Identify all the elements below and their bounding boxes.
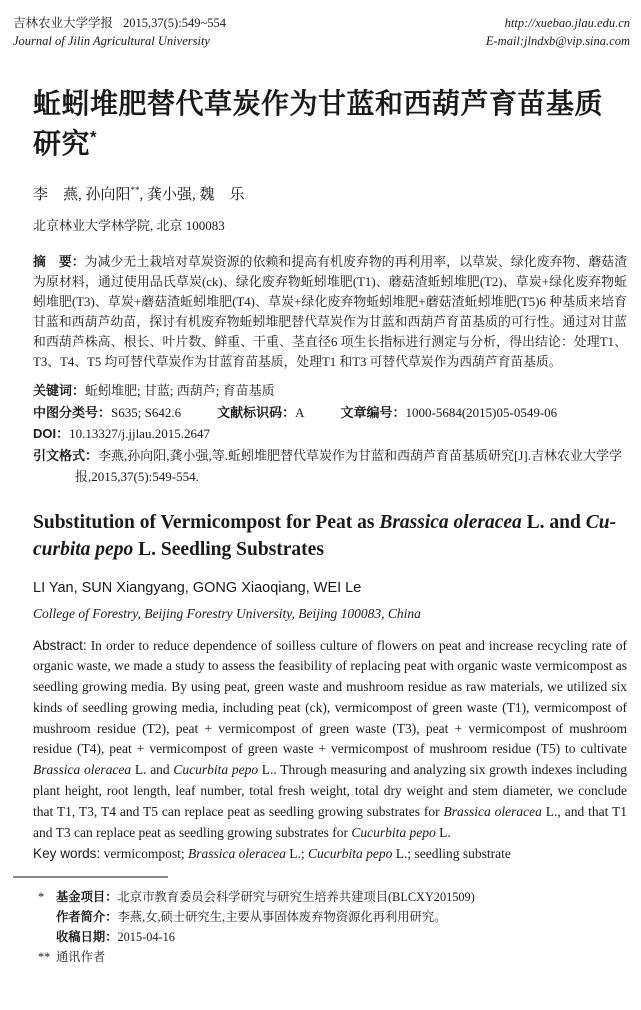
author-bio-note bbox=[56, 907, 627, 927]
abstract-en-seg: L. and bbox=[131, 762, 174, 778]
authors-cn-pre: 李 燕, 孙向阳 bbox=[33, 187, 131, 203]
title-en-latin-name: Brassica oleracea bbox=[379, 511, 522, 533]
keywords-en bbox=[33, 844, 627, 865]
authors-cn bbox=[33, 184, 627, 206]
fund-body bbox=[56, 887, 627, 947]
fund-line bbox=[56, 887, 627, 907]
clc-number: S635; S642.6 bbox=[111, 404, 182, 420]
abstract-label-cn: 摘 要： bbox=[33, 254, 85, 269]
title-en-latin-name: Cu- bbox=[585, 511, 617, 533]
corresponding-author-marker: ** bbox=[130, 185, 140, 195]
abstract-en-seg: L.. Through measuring and analyzing six growth indexes including plant height, root length, leaf number, total fresh weight, total dry weight and stem diameter, we conclude that T1, T3, T4 and T5 can replace peat as seedling growing substrates for bbox=[33, 762, 627, 819]
article-id: 1000-5684(2015)05-0549-06 bbox=[405, 404, 558, 420]
keywords-en-seg: vermicompost; bbox=[100, 846, 188, 862]
keywords-en-latin-name: Cucurbita pepo bbox=[307, 846, 393, 862]
citation-text: 李燕,孙向阳,龚小强,等.蚯蚓堆肥替代草炭作为甘蓝和西葫芦育苗基质研究[J].吉林农业大学学报,2015,37(5):549-554. bbox=[75, 447, 622, 484]
affiliation-cn: 北京林业大学林学院, 北京 100083 bbox=[33, 218, 225, 233]
corresponding-text: 通讯作者 bbox=[56, 950, 106, 964]
abstract-en-latin-name: Cucurbita pepo bbox=[173, 762, 259, 778]
citation-label: 引文格式： bbox=[33, 447, 99, 463]
abstract-en-latin-name: Brassica oleracea bbox=[33, 762, 132, 778]
author-bio-label: 作者简介： bbox=[56, 910, 118, 924]
corresponding-author-note bbox=[38, 947, 627, 967]
keywords-label-en: Key words: bbox=[33, 846, 101, 862]
title-en-seg: Substitution of Vermicompost for Peat as bbox=[33, 511, 380, 533]
citation-line bbox=[33, 445, 627, 488]
title-en-latin-name: curbita pepo bbox=[33, 539, 134, 560]
paper-title-cn bbox=[33, 84, 607, 164]
affiliation-en: College of Forestry, Beijing Forestry University, Beijing 100083, China bbox=[33, 605, 421, 621]
abstract-label-en: Abstract: bbox=[33, 637, 87, 653]
journal-name-cn: 吉林农业大学学报 bbox=[13, 16, 114, 30]
fund-text: 北京市教育委员会科学研究与研究生培养共建项目(BLCXY201509) bbox=[117, 890, 475, 904]
keywords-en-latin-name: Brassica oleracea bbox=[188, 846, 286, 862]
keywords-en-seg: L.; bbox=[285, 846, 308, 862]
classification-line bbox=[33, 402, 627, 424]
footnote-rows bbox=[0, 887, 641, 967]
author-bio-text: 李燕,女,硕士研究生,主要从事固体废弃物资源化再利用研究。 bbox=[117, 910, 447, 924]
abstract-en bbox=[33, 636, 627, 844]
doi-line bbox=[33, 423, 627, 445]
paper-title-en bbox=[33, 509, 627, 564]
abstract-en-latin-name: Cucurbita pepo bbox=[351, 824, 436, 840]
keywords-text-cn: 蚯蚓堆肥; 甘蓝; 西葫芦; 育苗基质 bbox=[85, 383, 275, 398]
corresponding-marker: ** bbox=[38, 950, 51, 964]
authors-en: LI Yan, SUN Xiangyang, GONG Xiaoqiang, WEI Le bbox=[33, 579, 362, 596]
journal-name-cn-line bbox=[13, 14, 226, 32]
fund-marker: * bbox=[38, 890, 45, 904]
abstract-text-cn: 为减少无土栽培对草炭资源的依赖和提高有机废弃物的再利用率，以草炭、绿化废弃物、蘑菇渣为原材料，通过使用品氏草炭(ck)、绿化废弃物蚯蚓堆肥(T1)、蘑菇渣蚯蚓堆肥(T2)、草炭+绿化废弃物蚯蚓堆肥(T3)、草炭+蘑菇渣蚯蚓堆肥(T4)、草炭+绿化废弃物蚯蚓堆肥+蘑菇渣蚯蚓堆肥(T5)6 种基质来培育甘蓝和西葫芦幼苗，探讨有机废弃物蚯蚓堆肥替代草炭作为甘蓝和西葫芦育苗基质的可行性。通过对甘蓝和西葫芦株高、根长、叶片数、鲜重、干重、茎直径6 项生长指标进行测定与分析，得出结论：处理T1、T3、T4、T5 均可替代草炭作为甘蓝育苗基质，处理T1 和T3 可替代草炭作为西葫芦育苗基质。 bbox=[33, 255, 628, 369]
clc-label: 中图分类号： bbox=[33, 404, 112, 420]
journal-name-en: Journal of Jilin Agricultural University bbox=[13, 34, 210, 48]
keywords-cn bbox=[33, 380, 627, 402]
authors-cn-post: , 龚小强, 魏 乐 bbox=[139, 187, 245, 203]
article-id-label: 文章编号： bbox=[340, 404, 406, 420]
title-footnote-marker: * bbox=[90, 127, 98, 147]
document-code: A bbox=[295, 404, 305, 420]
keywords-en-seg: L.; seedling substrate bbox=[392, 846, 511, 862]
title-en-seg: L. and bbox=[521, 511, 586, 533]
journal-url: http://xuebao.jlau.edu.cn bbox=[504, 16, 630, 30]
keywords-label-cn: 关键词： bbox=[33, 383, 86, 398]
footnote-divider bbox=[13, 876, 168, 878]
document-code-label: 文献标识码： bbox=[217, 404, 296, 420]
abstract-en-seg: L. bbox=[435, 824, 451, 840]
received-date-label: 收稿日期： bbox=[56, 930, 118, 944]
journal-header bbox=[0, 0, 641, 50]
received-date-value: 2015-04-16 bbox=[117, 930, 175, 944]
abstract-en-seg: In order to reduce dependence of soilless culture of flowers on peat and increase recycling rate of organic waste, we made a study to assess the feasibility of replacing peat with organic waste vermicompost as seedling growing media. By using peat, green waste and mushroom residue as raw materials, we utilized six kinds of seedling growing media, including peat (ck), vermicompost of green waste (T1), vermicompost of mushroom residue (T2), peat + vermicompost of green waste (T3), peat + vermicompost of mushroom residue (T4), peat + vermicompost of green waste + vermicompost of mushroom residue (T5) to cultivate bbox=[33, 637, 627, 757]
issue-info: 2015,37(5):549~554 bbox=[123, 16, 226, 30]
doi-value: 10.13327/j.jjlau.2015.2647 bbox=[69, 426, 210, 441]
received-date-note bbox=[56, 927, 627, 947]
title-en-seg: L. Seedling Substrates bbox=[133, 539, 324, 560]
abstract-en-latin-name: Brassica oleracea bbox=[443, 803, 542, 819]
doi-label: DOI： bbox=[33, 426, 70, 441]
journal-email: E-mail:jlndxb@vip.sina.com bbox=[485, 34, 630, 48]
footnote-block bbox=[0, 876, 641, 967]
journal-header-left bbox=[13, 14, 226, 50]
fund-project-note bbox=[38, 887, 627, 947]
abstract-cn bbox=[33, 252, 627, 372]
journal-header-right bbox=[486, 14, 630, 50]
fund-label: 基金项目： bbox=[56, 890, 118, 904]
paper-title-cn-text: 蚯蚓堆肥替代草炭作为甘蓝和西葫芦育苗基质研究 bbox=[33, 88, 604, 159]
abstract-en-seg: L., and that T1 and T3 can replace peat as seedling growing substrates for bbox=[33, 803, 627, 840]
